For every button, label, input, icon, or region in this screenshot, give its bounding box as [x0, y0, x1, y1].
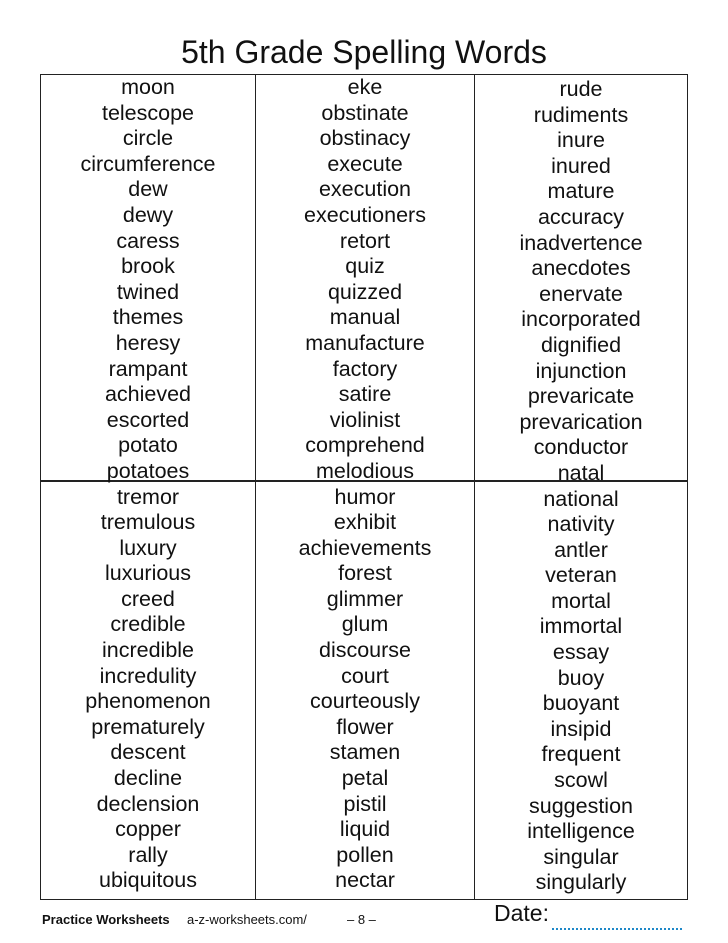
spelling-word: national: [543, 486, 619, 511]
footer-site: a-z-worksheets.com/: [187, 912, 307, 927]
spelling-word: themes: [112, 305, 184, 330]
spelling-word: quizzed: [327, 279, 403, 304]
spelling-word: mature: [547, 179, 615, 204]
spelling-word: suggestion: [529, 793, 633, 818]
spelling-word: escorted: [106, 407, 190, 432]
spelling-word: quiz: [345, 254, 385, 279]
word-column-2: [256, 75, 474, 894]
spelling-word: inured: [551, 153, 611, 178]
footer: [42, 902, 692, 932]
spelling-word: singular: [543, 844, 619, 869]
spelling-word: creed: [121, 586, 175, 611]
spelling-word: rally: [128, 842, 168, 867]
spelling-word: twined: [116, 279, 180, 304]
spelling-word: veteran: [545, 563, 617, 588]
spelling-word: buoy: [557, 665, 605, 690]
spelling-word: nativity: [547, 512, 615, 537]
spelling-word: singularly: [535, 870, 627, 895]
spelling-word: stamen: [329, 740, 401, 765]
spelling-word: discourse: [318, 638, 411, 663]
spelling-word: glimmer: [326, 586, 404, 611]
spelling-word: rude: [559, 77, 603, 101]
spelling-word: circumference: [80, 151, 216, 176]
date-label: Date:: [494, 900, 549, 926]
spelling-word: inure: [557, 128, 605, 153]
spelling-word: luxury: [119, 535, 177, 560]
spelling-word: nectar: [335, 868, 395, 893]
spelling-word: dewy: [122, 202, 174, 227]
spelling-word: satire: [338, 382, 392, 407]
spelling-word: scowl: [554, 768, 608, 793]
spelling-word: copper: [115, 817, 181, 842]
spelling-word: courteously: [310, 689, 420, 714]
spelling-word: pollen: [336, 842, 394, 867]
spelling-word: natal: [557, 460, 605, 485]
spelling-word: descent: [110, 740, 186, 765]
spelling-word: melodious: [316, 458, 414, 483]
spelling-word: declension: [96, 791, 200, 816]
spelling-word: insipid: [550, 716, 612, 741]
footer-page-number: – 8 –: [347, 912, 376, 927]
spelling-word: liquid: [339, 817, 391, 842]
spelling-word: rampant: [108, 356, 188, 381]
spelling-word: buoyant: [542, 691, 620, 716]
spelling-word: tremulous: [100, 510, 196, 535]
spelling-word: anecdotes: [531, 256, 631, 281]
spelling-word: enervate: [539, 281, 623, 306]
spelling-word: rudiments: [533, 102, 629, 127]
spelling-word: prematurely: [91, 714, 205, 739]
spelling-word: caress: [116, 228, 180, 253]
spelling-word: inadvertence: [519, 230, 643, 255]
spelling-word: decline: [113, 766, 183, 791]
spelling-word: execute: [327, 151, 403, 176]
spelling-word: glum: [341, 612, 389, 637]
spelling-word: brook: [121, 254, 175, 279]
spelling-word: executioners: [304, 202, 426, 227]
spelling-word: obstinacy: [319, 126, 411, 151]
spelling-word: moon: [121, 75, 175, 99]
date-line: [552, 928, 682, 930]
spelling-word: incorporated: [521, 307, 641, 332]
spelling-word: incredible: [101, 638, 195, 663]
page-title: 5th Grade Spelling Words: [181, 34, 547, 70]
spelling-word: telescope: [101, 100, 195, 125]
spelling-word: factory: [332, 356, 398, 381]
spelling-word: heresy: [115, 330, 181, 355]
spelling-word: conductor: [533, 435, 629, 460]
footer-brand: Practice Worksheets: [42, 912, 170, 927]
spelling-word: mortal: [551, 588, 611, 613]
spelling-word: dew: [128, 177, 168, 202]
spelling-word: antler: [554, 537, 608, 562]
spelling-word: tremor: [116, 484, 180, 509]
spelling-word: obstinate: [321, 100, 409, 125]
spelling-word: prevaricate: [527, 384, 635, 409]
spelling-word: accuracy: [537, 204, 625, 229]
spelling-word: manual: [329, 305, 401, 330]
spelling-word: flower: [336, 714, 394, 739]
spelling-word: injunction: [535, 358, 627, 383]
spelling-word: incredulity: [99, 663, 197, 688]
spelling-word: circle: [122, 126, 174, 151]
spelling-word: pistil: [343, 791, 387, 816]
spelling-word: eke: [347, 75, 383, 99]
spelling-word: achievements: [298, 535, 432, 560]
spelling-word: exhibit: [333, 510, 397, 535]
spelling-word: potatoes: [106, 458, 190, 483]
spelling-word: potato: [118, 433, 178, 458]
spelling-word: luxurious: [104, 561, 192, 586]
spelling-word: intelligence: [527, 819, 635, 844]
spelling-word: ubiquitous: [98, 868, 198, 893]
spelling-word: achieved: [104, 382, 192, 407]
word-column-1: [41, 75, 255, 894]
spelling-word: retort: [339, 228, 391, 253]
spelling-word: petal: [341, 766, 389, 791]
spelling-word: dignified: [540, 332, 622, 357]
spelling-word: forest: [338, 561, 392, 586]
spelling-word: execution: [318, 177, 412, 202]
spelling-word: prevarication: [519, 409, 643, 434]
spelling-word: frequent: [541, 742, 621, 767]
word-table: [40, 74, 688, 900]
spelling-word: phenomenon: [85, 689, 211, 714]
spelling-word: essay: [552, 640, 610, 665]
spelling-word: humor: [334, 484, 396, 509]
spelling-word: comprehend: [305, 433, 425, 458]
word-column-3: [475, 77, 687, 896]
spelling-word: immortal: [539, 614, 623, 639]
spelling-word: manufacture: [305, 330, 425, 355]
spelling-word: credible: [110, 612, 186, 637]
spelling-word: violinist: [329, 407, 401, 432]
spelling-word: court: [341, 663, 389, 688]
